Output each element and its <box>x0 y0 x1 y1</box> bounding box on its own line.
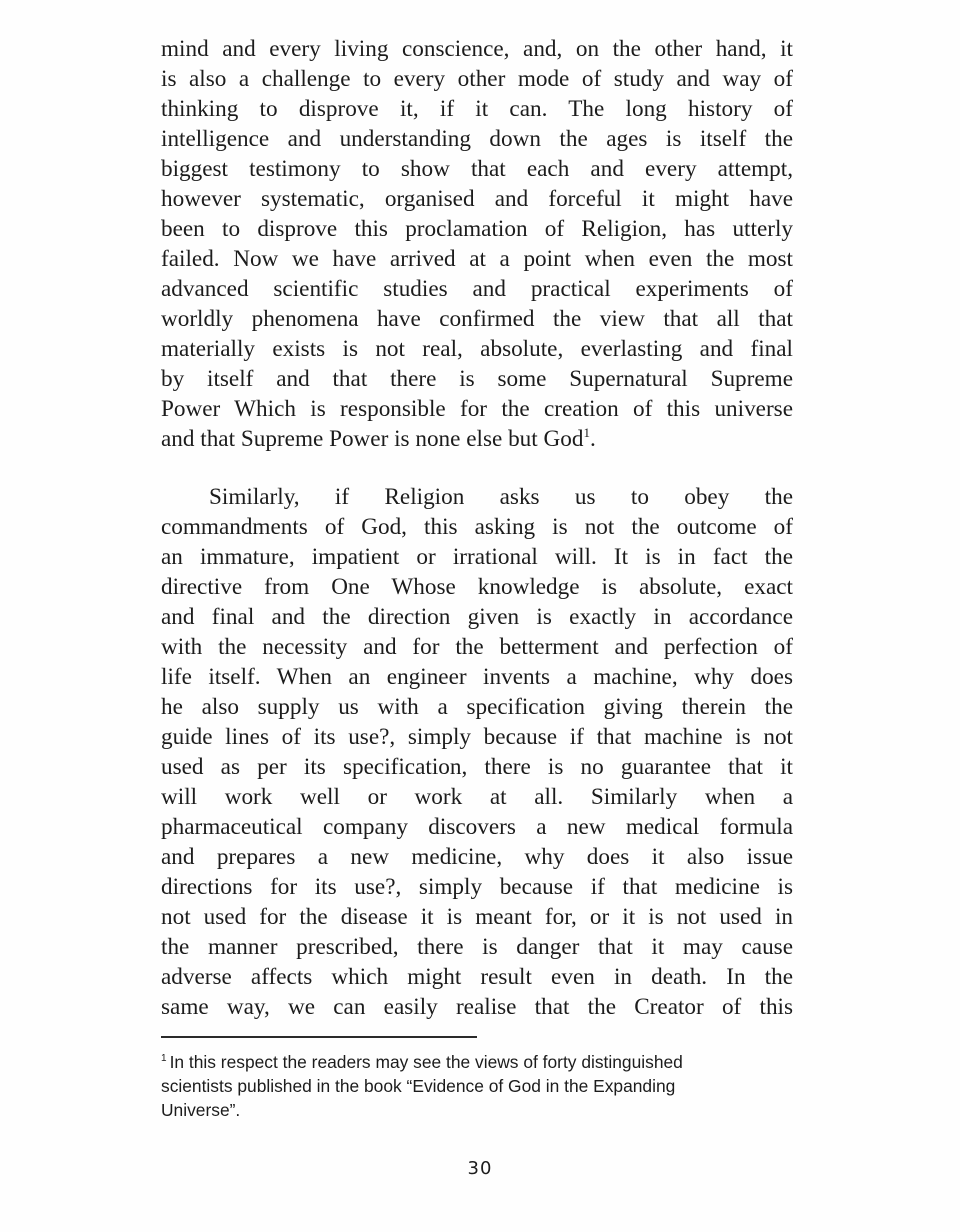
text-line: will work well or work at all. Similarly when a <box>161 784 793 810</box>
footnote-divider <box>161 1036 477 1038</box>
text-line: used as per its specification, there is no guarantee that it <box>161 754 793 780</box>
text-line: advanced scientific studies and practical experiments of <box>161 276 793 302</box>
text-line: by itself and that there is some Supernatural Supreme <box>161 366 793 392</box>
paragraph-2 <box>161 482 793 1022</box>
text-line: an immature, impatient or irrational will. It is in fact the <box>161 544 793 570</box>
footnote-line: Universe”. <box>161 1100 241 1120</box>
text-line: Power Which is responsible for the creation of this universe <box>161 396 793 422</box>
sentence-end: . <box>589 426 596 452</box>
text-line: and prepares a new medicine, why does it also issue <box>161 844 793 870</box>
text-line: mind and every living conscience, and, on the other hand, it <box>161 36 793 62</box>
text-line: is also a challenge to every other mode of study and way of <box>161 66 793 92</box>
footnote-text: In this respect the readers may see the views of forty distinguished <box>169 1052 683 1072</box>
text-line: however systematic, organised and forceful it might have <box>161 186 793 212</box>
footnote-line: scientists published in the book “Evidence of God in the Expanding <box>161 1076 676 1096</box>
footnote <box>161 1050 761 1122</box>
text-line: commandments of God, this asking is not the outcome of <box>161 514 793 540</box>
text-line: adverse affects which might result even in death. In the <box>161 964 793 990</box>
text-line: directions for its use?, simply because if that medicine is <box>161 874 793 900</box>
text-line: life itself. When an engineer invents a machine, why does <box>161 664 793 690</box>
text-line: not used for the disease it is meant for, or it is not used in <box>161 904 793 930</box>
footnote-line <box>161 1050 761 1074</box>
text-line: materially exists is not real, absolute, everlasting and final <box>161 336 793 362</box>
text-line: been to disprove this proclamation of Religion, has utterly <box>161 216 793 242</box>
footnote-mark: 1 <box>161 1053 167 1064</box>
text-line: and final and the direction given is exactly in accordance <box>161 604 793 630</box>
footnote-reference[interactable]: 1 <box>583 425 590 440</box>
text-line-last <box>161 424 793 454</box>
text-line: directive from One Whose knowledge is absolute, exact <box>161 574 793 600</box>
text-line: pharmaceutical company discovers a new medical formula <box>161 814 793 840</box>
text-line: the manner prescribed, there is danger that it may cause <box>161 934 793 960</box>
text-line: he also supply us with a specification giving therein the <box>161 694 793 720</box>
paragraph-1 <box>161 34 793 454</box>
text-line: biggest testimony to show that each and every attempt, <box>161 156 793 182</box>
page-number: 30 <box>467 1158 493 1179</box>
text-line: intelligence and understanding down the ages is itself the <box>161 126 793 152</box>
text-line: with the necessity and for the betterment and perfection of <box>161 634 793 660</box>
text-line: Similarly, if Religion asks us to obey the <box>209 484 793 510</box>
text-line-content: and that Supreme Power is none else but God <box>161 426 584 452</box>
text-line: thinking to disprove it, if it can. The long history of <box>161 96 793 122</box>
text-line: same way, we can easily realise that the Creator of this <box>161 994 793 1020</box>
text-line: failed. Now we have arrived at a point when even the most <box>161 246 793 272</box>
text-line: worldly phenomena have confirmed the view that all that <box>161 306 793 332</box>
text-line: guide lines of its use?, simply because if that machine is not <box>161 724 793 750</box>
